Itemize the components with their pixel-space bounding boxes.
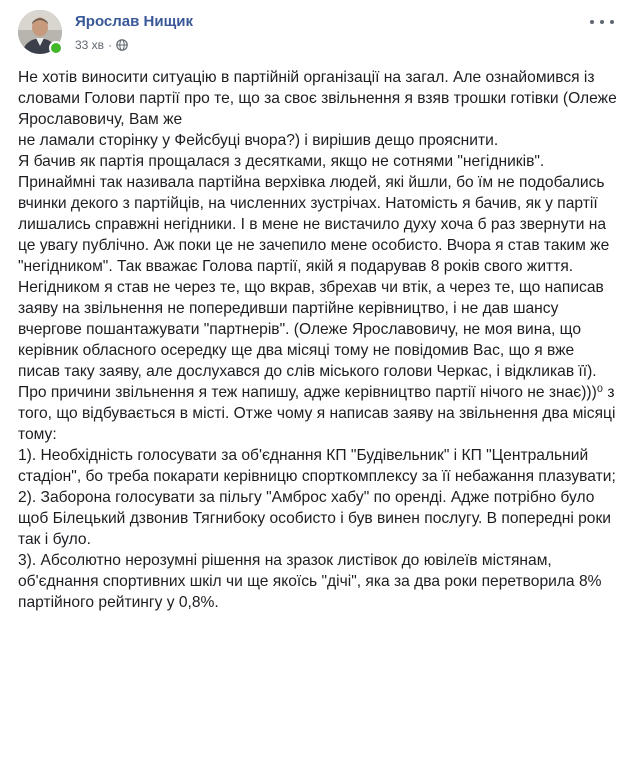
avatar-container[interactable] [18,10,62,54]
online-status-indicator [49,41,63,55]
post-meta [75,38,128,52]
post-paragraph: Я бачив як партія прощалася з десятками, якщо не сотнями "негідників". Принаймні так називала партійна верхівка людей, які йшли, бо їм не подобались вчинки декого з партійців, на численних зустрічах. Натомість я бачив, як у партії лишались справжні негідники. І в мене не вистачило духу хоча б раз звернути на це увагу публічно. Аж поки це не зачепило мене особисто. Вчора я став таким же "негідником". Так вважає Голова партії, якій я подарував 8 років свого життя. Негідником я став не через те, що вкрав, збрехав чи втік, а через те, що написав заяву на звільнення не попередивши партійне керівництво, і не дав шансу вчергове пошантажувати "партнерів". (Олеже Ярославовичу, не моя вина, що керівник обласного осередку ще два місяці тому не повідомив Вас, що я вже писав таку заяву, але дослухався до слів міського голови Черкас, і відкликав її). [18,153,610,380]
post-paragraph: 1). Необхідність голосувати за об'єднання КП "Будівельник" і КП "Центральний стадіон", бо треба покарати керівницю спорткомплексу за її небажання плазувати; [18,447,616,485]
meta-separator: · [108,38,113,52]
more-options-icon-dot [610,20,614,24]
more-options-button[interactable] [590,14,614,30]
post-timestamp[interactable]: 33 хв [75,38,105,52]
post-paragraph: Про причини звільнення я теж напишу, адже керівництво партії нічого не знає)))⁰ з того, що відбувається в місті. Отже чому я написав заяву на звільнення два місяці тому: [18,384,616,443]
more-options-icon [590,20,594,24]
more-options-icon-dot [600,20,604,24]
post-paragraph: 2). Заборона голосувати за пільгу "Амброс хабу" по оренді. Адже потрібно було щоб Білецький дзвонив Тягнибоку особисто і був винен послугу. В попередні роки так і було. [18,489,611,548]
post-paragraph: 3). Абсолютно нерозумні рішення на зразок листівок до ювілеїв містянам, об'єднання спортивних шкіл чи ще якоїсь "дічі", яка за два роки перетворила 8% партійного рейтингу у 0,8%. [18,552,602,611]
author-name-link[interactable]: Ярослав Нищик [75,13,193,30]
post-header [18,10,614,62]
post-paragraph: Не хотів виносити ситуацію в партійній організації на загал. Але ознайомився із словами Голови партії про те, що за своє звільнення я взяв трошки готівки (Олеже Ярославовичу, Вам же не ламали сторінку у Фейсбуці вчора?) і вирішив дещо прояснити. [18,69,617,149]
post-body [18,67,618,613]
globe-icon[interactable] [116,39,128,51]
